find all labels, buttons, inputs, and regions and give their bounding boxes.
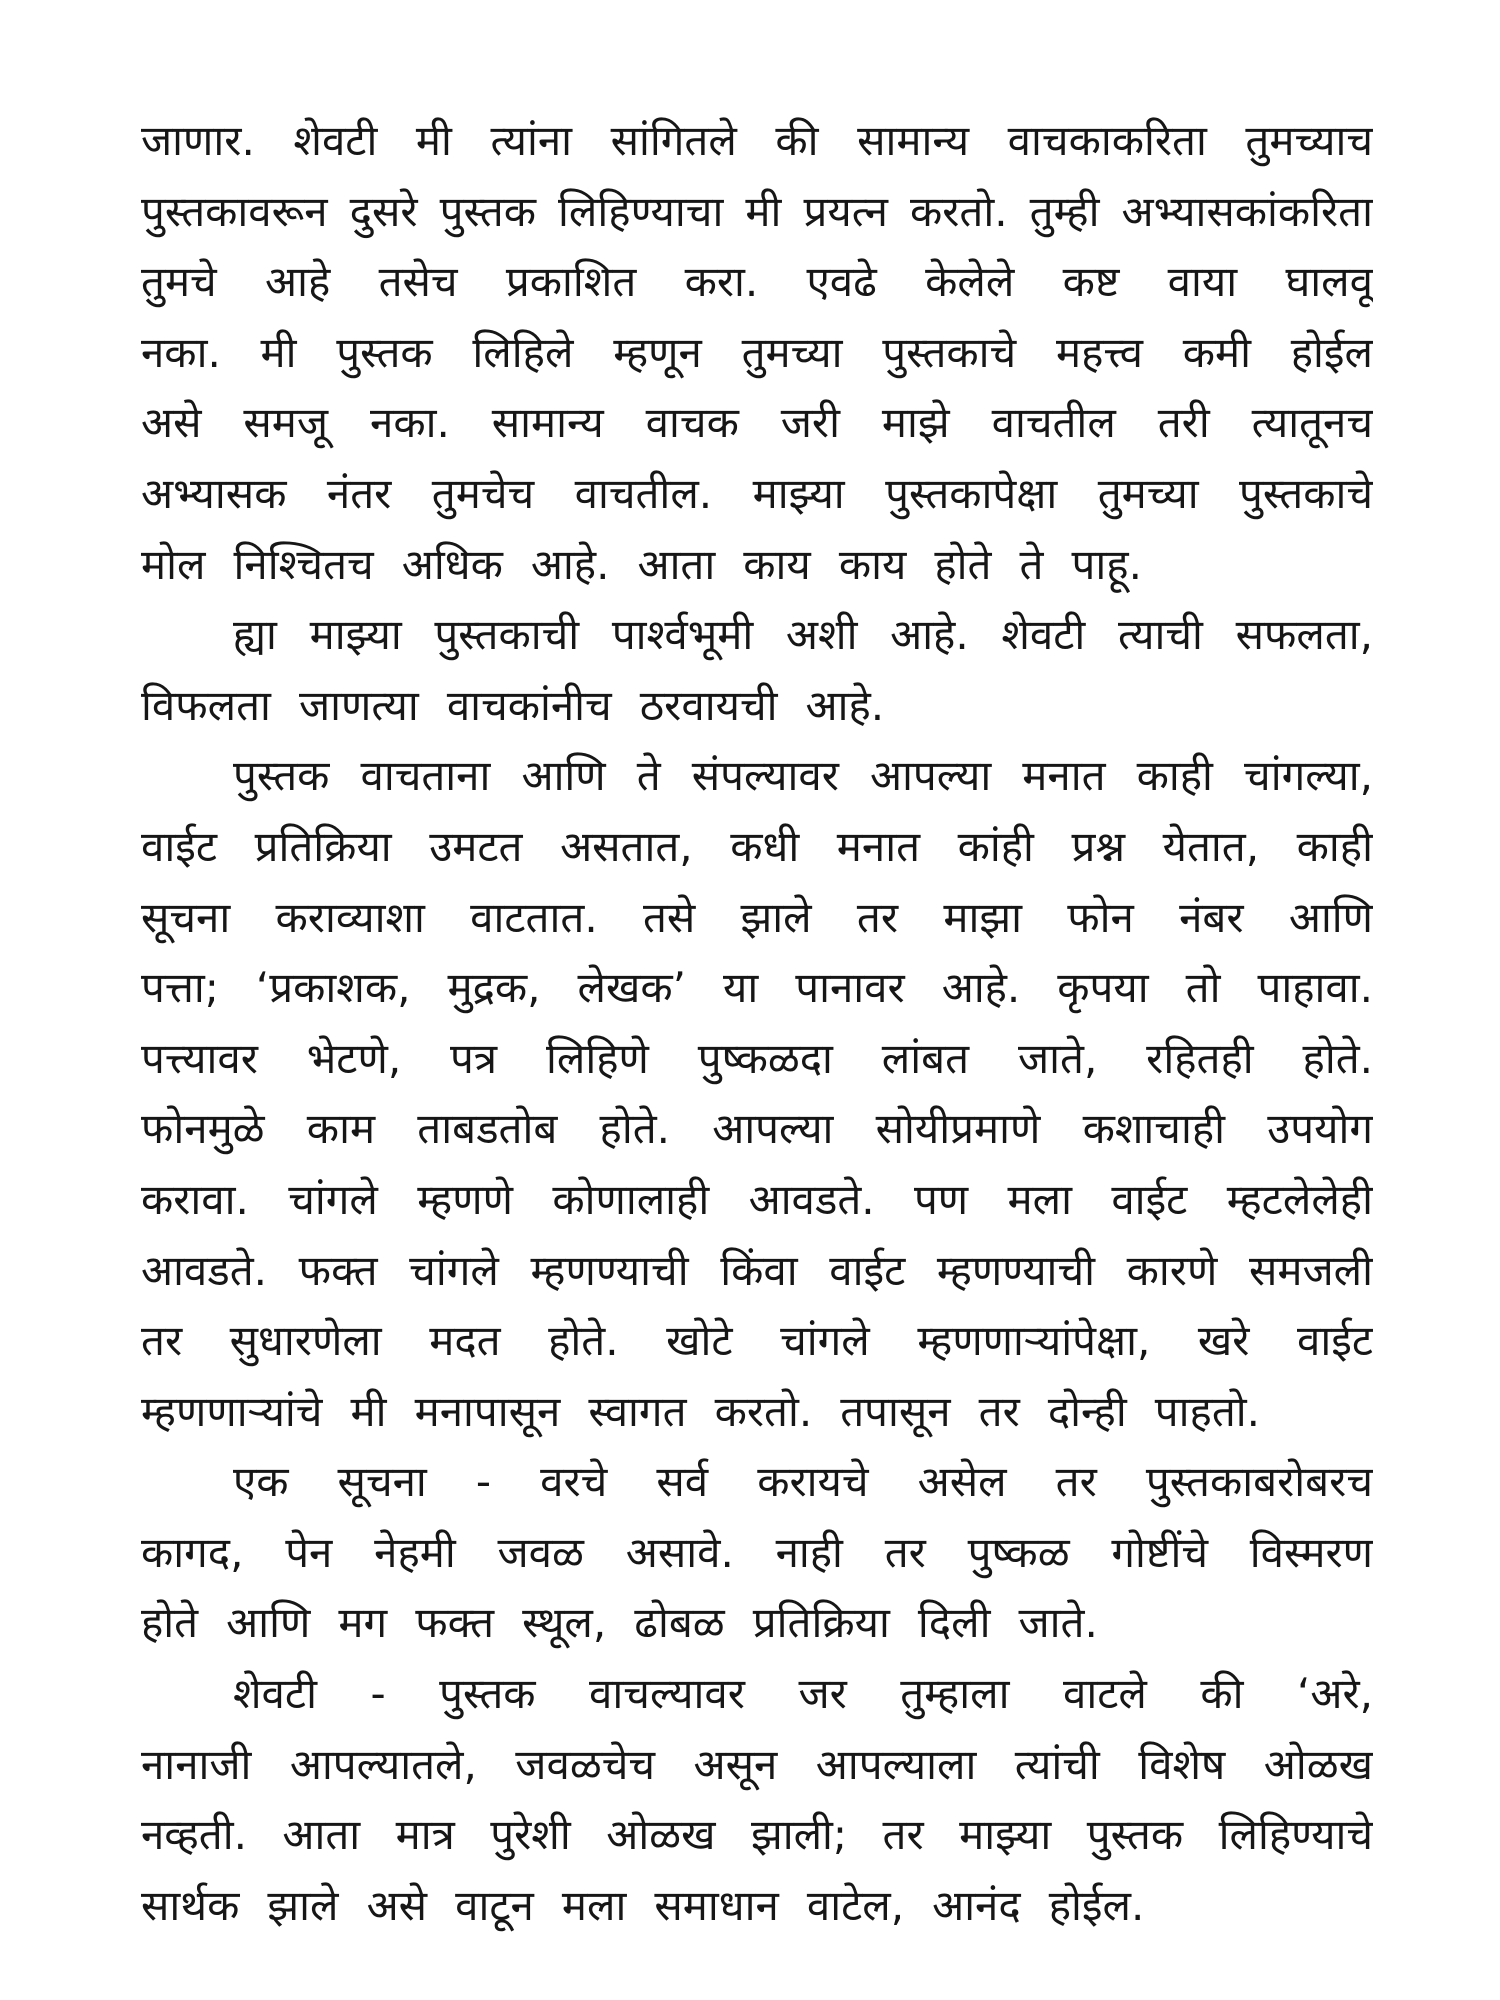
text-line: होते आणि मग फक्त स्थूल, ढोबळ प्रतिक्रिया दिली जाते. — [141, 1598, 1098, 1648]
text-line: पुस्तकावरून दुसरे पुस्तक लिहिण्याचा मी प्रयत्न करतो. तुम्ही अभ्यासकांकरिता — [141, 186, 1373, 236]
text-line: सूचना कराव्याशा वाटतात. तसे झाले तर माझा फोन नंबर आणि — [141, 892, 1373, 942]
text-line: एक सूचना - वरचे सर्व करायचे असेल तर पुस्तकाबरोबरच — [233, 1457, 1373, 1507]
document-page — [141, 106, 1373, 1941]
text-line: पत्ता; ‘प्रकाशक, मुद्रक, लेखक’ या पानावर आहे. कृपया तो पाहावा. — [141, 963, 1373, 1013]
text-line: नव्हती. आता मात्र पुरेशी ओळख झाली; तर माझ्या पुस्तक लिहिण्याचे — [141, 1810, 1373, 1860]
text-line: ह्या माझ्या पुस्तकाची पार्श्वभूमी अशी आहे. शेवटी त्याची सफलता, — [233, 610, 1373, 660]
text-line: तुमचे आहे तसेच प्रकाशित करा. एवढे केलेले कष्ट वाया घालवू — [141, 257, 1373, 307]
text-line: पत्त्यावर भेटणे, पत्र लिहिणे पुष्कळदा लांबत जाते, रहितही होते. — [141, 1033, 1373, 1083]
text-line: शेवटी - पुस्तक वाचल्यावर जर तुम्हाला वाटले की ‘अरे, — [233, 1669, 1373, 1719]
text-line: म्हणणाऱ्यांचे मी मनापासून स्वागत करतो. तपासून तर दोन्ही पाहतो. — [141, 1386, 1260, 1436]
text-line: जाणार. शेवटी मी त्यांना सांगितले की सामान्य वाचकाकरिता तुमच्याच — [141, 116, 1373, 165]
text-line: तर सुधारणेला मदत होते. खोटे चांगले म्हणणाऱ्यांपेक्षा, खरे वाईट — [141, 1316, 1373, 1366]
text-line: आवडते. फक्त चांगले म्हणण्याची किंवा वाईट म्हणण्याची कारणे समजली — [141, 1245, 1373, 1295]
paragraph — [141, 600, 1373, 741]
text-line: असे समजू नका. सामान्य वाचक जरी माझे वाचतील तरी त्यातूनच — [141, 398, 1373, 448]
text-line: नका. मी पुस्तक लिहिले म्हणून तुमच्या पुस्तकाचे महत्त्व कमी होईल — [141, 327, 1373, 377]
text-line: करावा. चांगले म्हणणे कोणालाही आवडते. पण मला वाईट म्हटलेलेही — [141, 1174, 1373, 1224]
text-line: पुस्तक वाचताना आणि ते संपल्यावर आपल्या मनात काही चांगल्या, — [233, 751, 1373, 801]
paragraph — [141, 1659, 1373, 1941]
text-line: विफलता जाणत्या वाचकांनीच ठरवायची आहे. — [141, 680, 885, 730]
text-line: फोनमुळे काम ताबडतोब होते. आपल्या सोयीप्रमाणे कशाचाही उपयोग — [141, 1104, 1373, 1154]
text-line: कागद, पेन नेहमी जवळ असावे. नाही तर पुष्कळ गोष्टींचे विस्मरण — [141, 1527, 1373, 1577]
paragraph — [141, 106, 1373, 600]
text-line: सार्थक झाले असे वाटून मला समाधान वाटेल, आनंद होईल. — [141, 1880, 1145, 1930]
paragraph — [141, 741, 1373, 1447]
text-line: वाईट प्रतिक्रिया उमटत असतात, कधी मनात कांही प्रश्न येतात, काही — [141, 821, 1373, 871]
text-line: अभ्यासक नंतर तुमचेच वाचतील. माझ्या पुस्तकापेक्षा तुमच्या पुस्तकाचे — [141, 468, 1373, 518]
text-line: मोल निश्चितच अधिक आहे. आता काय काय होते ते पाहू. — [141, 539, 1142, 589]
text-line: नानाजी आपल्यातले, जवळचेच असून आपल्याला त्यांची विशेष ओळख — [141, 1739, 1373, 1789]
paragraph — [141, 1447, 1373, 1659]
